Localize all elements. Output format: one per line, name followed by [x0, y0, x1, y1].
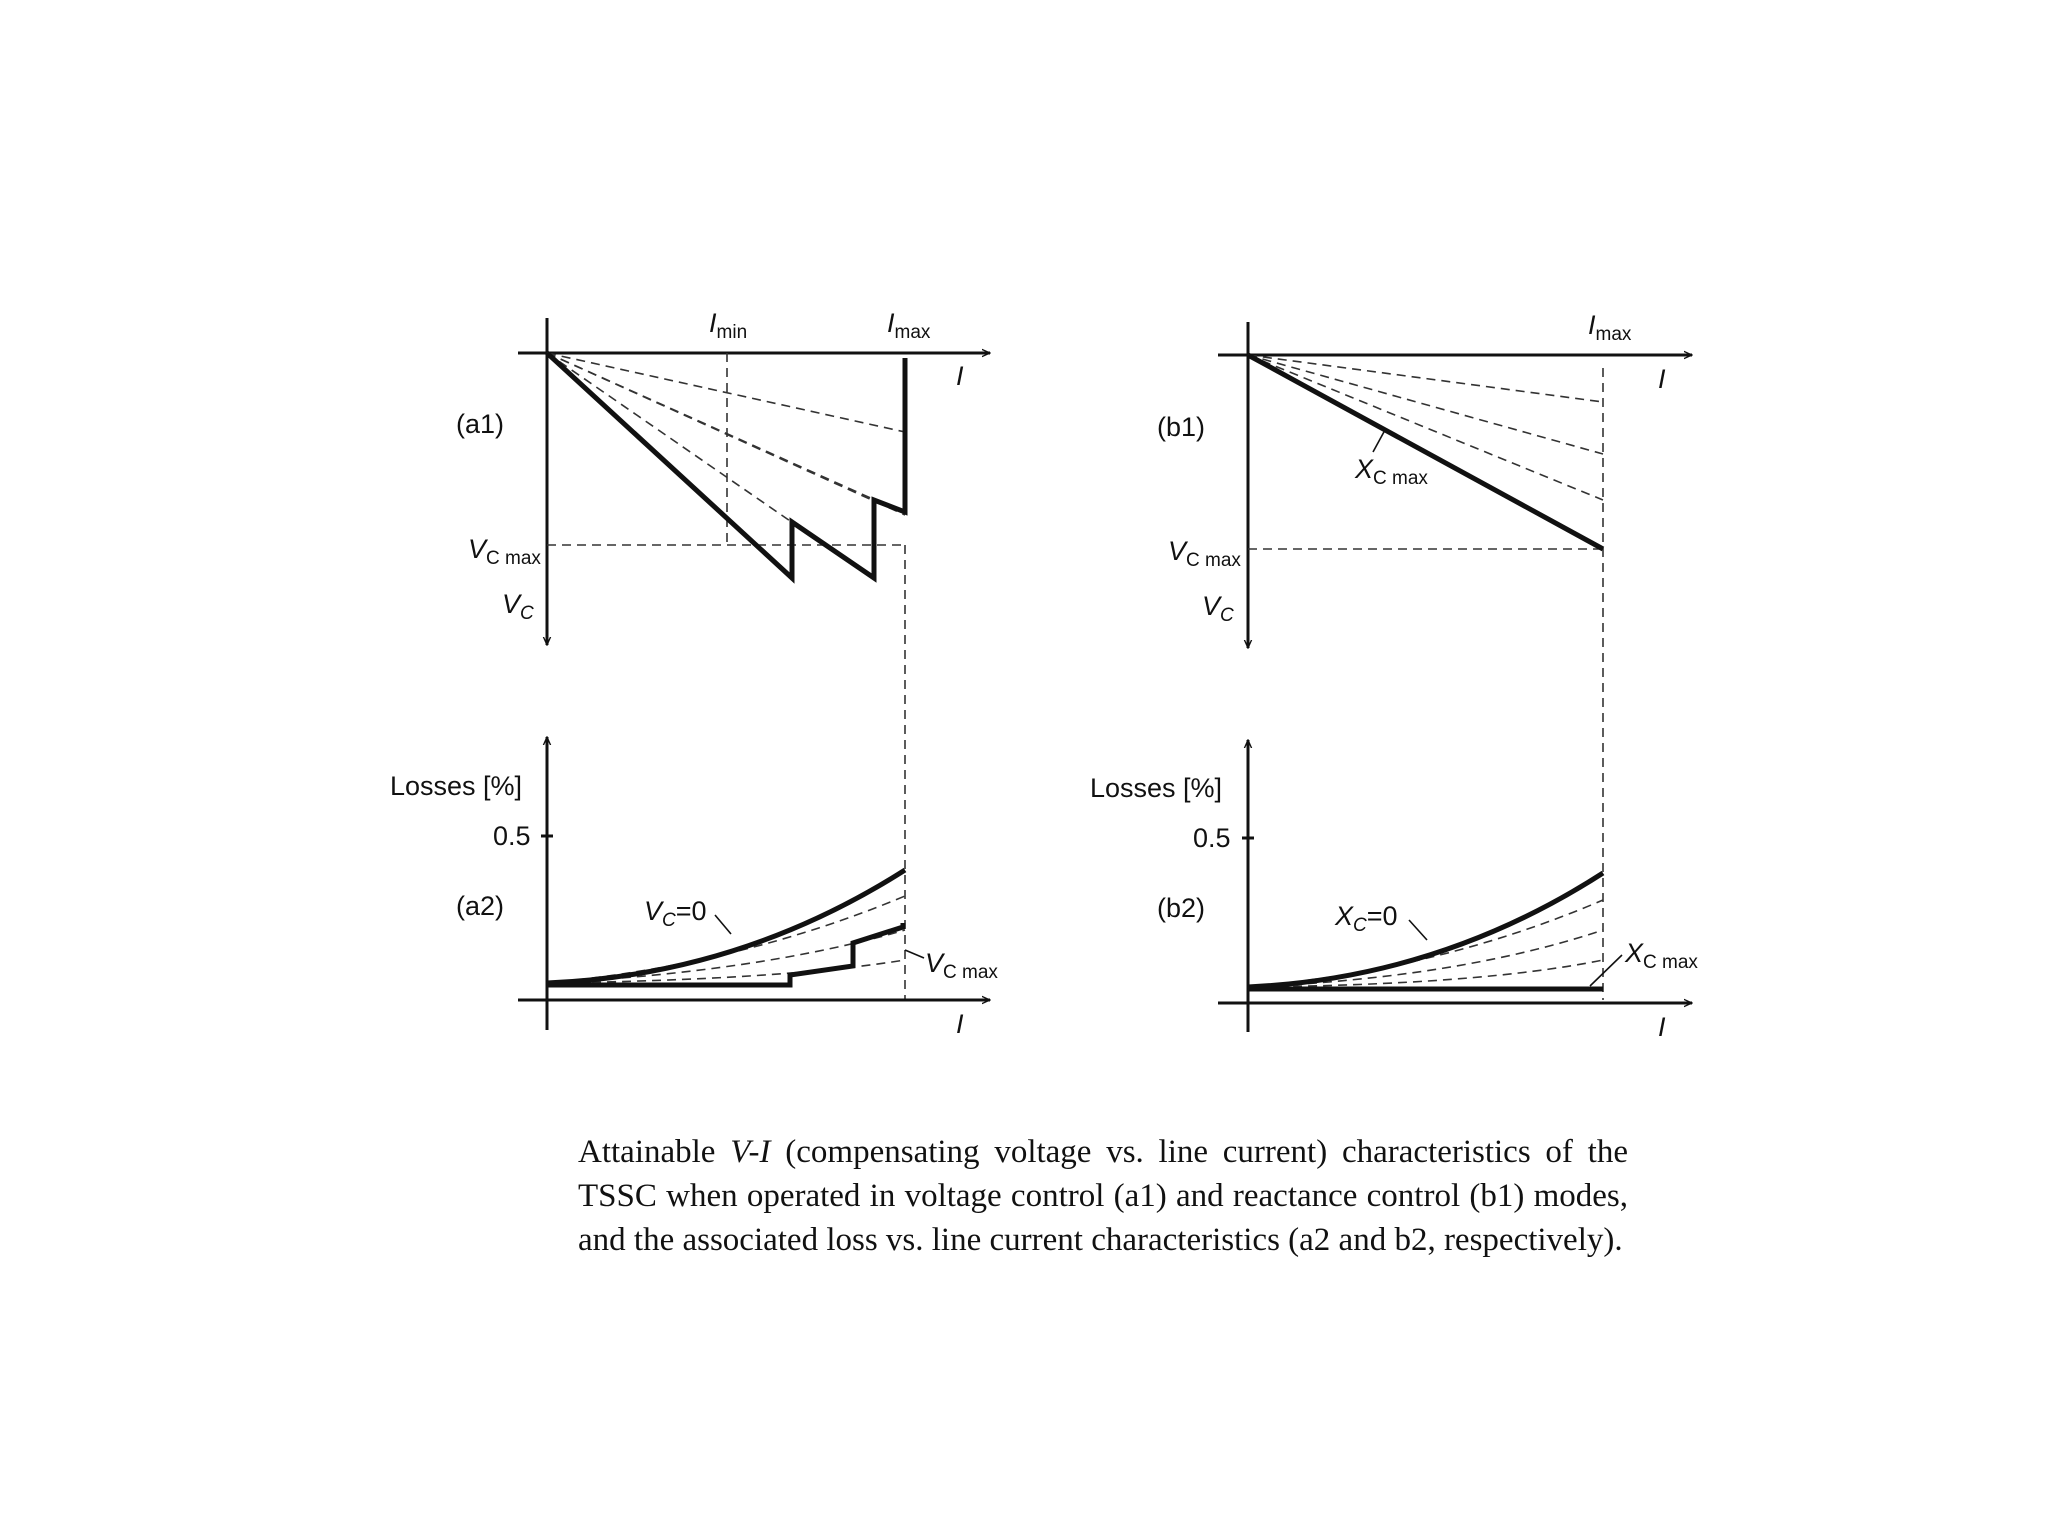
- a2-intermediate-curve: [547, 896, 905, 983]
- a2-y-axis-title: Losses [%]: [390, 771, 523, 801]
- a1-imax-label: $I_{max}$: [887, 308, 931, 343]
- a1-imin-label: $I_{min}$: [709, 308, 748, 343]
- b1-panel-label: (b1): [1157, 412, 1206, 442]
- b1-reactance-characteristic: [1248, 355, 1603, 549]
- b2-panel-label: (b2): [1157, 893, 1206, 923]
- b2-xc0-label: $X_C=0$: [1335, 901, 1398, 936]
- a1-panel-label: (a1): [456, 409, 505, 439]
- panel-a2: [390, 737, 998, 1039]
- b1-xcmax-leader: [1373, 430, 1385, 452]
- a1-fan-line: [547, 353, 875, 500]
- b2-xc0-leader: [1409, 920, 1427, 940]
- a1-x-axis-label: I: [956, 361, 964, 391]
- b2-xcmax-label: $X_{C max}$: [1625, 938, 1698, 973]
- a2-vcmax-label: $V_{C max}$: [925, 948, 998, 983]
- a2-vc0-leader: [715, 915, 731, 934]
- panel-b1: [1157, 310, 1692, 1000]
- a1-fan-line: [547, 353, 905, 432]
- caption-vi-italic: V-I: [730, 1134, 771, 1170]
- caption-part3: (compensating voltage vs. line current) characteristics of the TSSC when operated in voltage control (a1) and reactance control (b1) modes, and the associated loss vs. line current characteristics (a2 and b2, respectively).: [578, 1134, 1637, 1258]
- b2-y-tick-label: 0.5: [1193, 823, 1231, 853]
- b2-xcmax-leader: [1590, 955, 1622, 986]
- a1-vcmax-label: $V_{C max}$: [468, 534, 541, 569]
- b1-imax-label: $I_{max}$: [1588, 310, 1632, 345]
- panel-a1: [456, 308, 990, 1000]
- b1-fan-line: [1248, 355, 1603, 454]
- b2-intermediate-curve: [1248, 900, 1603, 987]
- a2-panel-label: (a2): [456, 891, 505, 921]
- b1-x-axis-label: I: [1658, 364, 1666, 394]
- panel-b2: [1090, 740, 1698, 1042]
- a2-vcmax-leader: [905, 950, 924, 958]
- b2-xc0-curve: [1248, 873, 1603, 987]
- a2-x-axis-label: I: [956, 1009, 964, 1039]
- b1-fan-line: [1248, 355, 1603, 402]
- b2-y-axis-title: Losses [%]: [1090, 773, 1223, 803]
- b1-xcmax-label: $X_{C max}$: [1355, 454, 1428, 489]
- a1-y-axis-label: $V_C$: [502, 589, 534, 624]
- b1-y-axis-label: $V_C$: [1202, 591, 1234, 626]
- figure-caption: [578, 1130, 1637, 1262]
- caption-part1: Attainable: [578, 1134, 731, 1170]
- b2-x-axis-label: I: [1658, 1012, 1666, 1042]
- a2-y-tick-label: 0.5: [493, 821, 531, 851]
- a1-fan-line: [547, 353, 793, 523]
- a2-vc0-label: $V_C=0$: [644, 896, 707, 931]
- b1-vcmax-label: $V_{C max}$: [1168, 536, 1241, 571]
